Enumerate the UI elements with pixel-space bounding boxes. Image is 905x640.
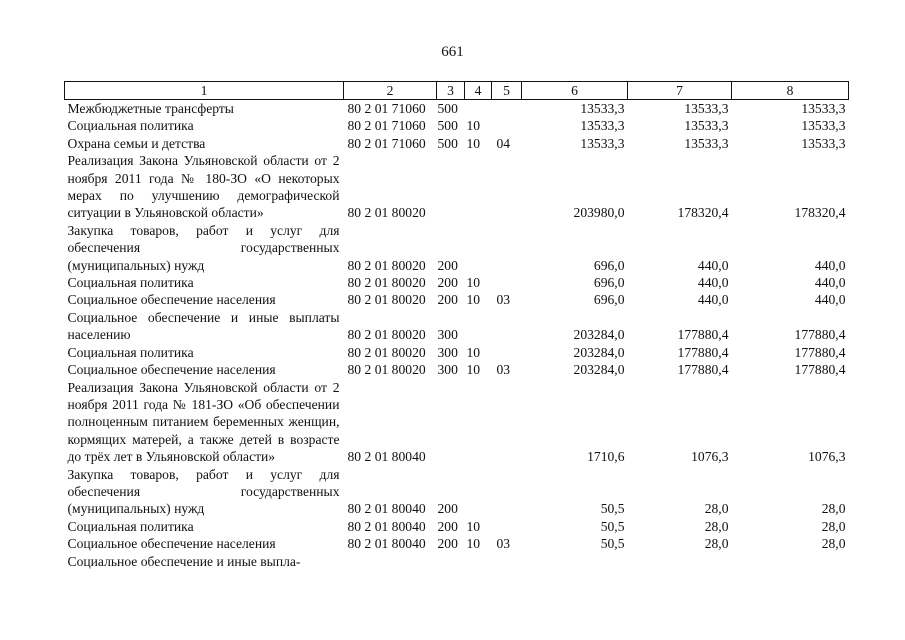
row-section: 10 — [466, 518, 481, 534]
row-value-col8: 28,0 — [821, 501, 846, 517]
row-value-col6: 13533,3 — [580, 135, 625, 151]
table-row — [65, 222, 849, 274]
row-value-col6: 203284,0 — [573, 327, 625, 343]
row-subsection: 03 — [496, 362, 511, 378]
header-col-7: 7 — [628, 82, 732, 100]
row-name: Социальная политика — [67, 118, 194, 134]
row-code: 80 2 01 71060 — [347, 118, 426, 134]
row-name: Закупка товаров, работ и услуг для обеспечения государственных (муниципальных) нужд — [67, 466, 340, 517]
row-expense-type: 200 — [437, 501, 458, 517]
header-col-5: 5 — [492, 82, 522, 100]
row-name: Социальное обеспечение и иные выпла- — [67, 553, 301, 569]
table-row — [65, 553, 849, 570]
row-subsection — [492, 117, 522, 134]
row-value-col8: 13533,3 — [801, 135, 846, 151]
row-expense-type: 200 — [437, 257, 458, 273]
header-col-8: 8 — [732, 82, 849, 100]
row-section: 10 — [466, 536, 481, 552]
header-col-3: 3 — [437, 82, 465, 100]
row-section — [465, 553, 492, 570]
row-name: Межбюджетные трансферты — [67, 101, 234, 116]
table-header — [65, 82, 849, 100]
row-name: Социальное обеспечение населения — [67, 292, 276, 308]
row-value-col6: 203284,0 — [573, 344, 625, 360]
row-subsection — [492, 466, 522, 518]
header-col-4: 4 — [465, 82, 492, 100]
row-name: Реализация Закона Ульяновской области от 2 ноября 2011 года № 181-ЗО «Об обеспечении полноценным питанием беременных женщин, кормящих матерей, а также детей в возрасте до трёх лет в Ульяновской области» — [67, 379, 340, 465]
row-value-col7: 440,0 — [697, 275, 729, 291]
row-expense-type: 200 — [437, 275, 458, 291]
row-value-col7: 13533,3 — [684, 101, 729, 116]
row-value-col7: 178320,4 — [677, 205, 729, 221]
row-value-col8 — [732, 553, 849, 570]
row-subsection — [492, 309, 522, 344]
row-value-col8: 177880,4 — [794, 362, 846, 378]
row-section: 10 — [466, 292, 481, 308]
row-subsection — [492, 222, 522, 274]
row-subsection — [492, 100, 522, 118]
row-value-col8: 13533,3 — [801, 118, 846, 134]
row-section — [465, 100, 492, 118]
row-expense-type: 200 — [437, 518, 458, 534]
table-row — [65, 100, 849, 118]
table-row — [65, 309, 849, 344]
row-value-col6: 50,5 — [600, 518, 625, 534]
row-subsection — [492, 344, 522, 361]
row-value-col6 — [522, 553, 628, 570]
row-code — [344, 553, 437, 570]
row-name: Закупка товаров, работ и услуг для обеспечения государственных (муниципальных) нужд — [67, 222, 340, 273]
row-value-col7: 440,0 — [697, 257, 729, 273]
row-value-col6: 13533,3 — [580, 101, 625, 116]
row-value-col8: 440,0 — [814, 292, 846, 308]
row-value-col7 — [628, 553, 732, 570]
row-value-col6: 696,0 — [593, 292, 625, 308]
row-code: 80 2 01 80040 — [347, 518, 426, 534]
row-code: 80 2 01 80020 — [347, 292, 426, 308]
row-name: Социальная политика — [67, 518, 194, 534]
row-expense-type: 200 — [437, 292, 458, 308]
row-section: 10 — [466, 362, 481, 378]
row-value-col8: 440,0 — [814, 257, 846, 273]
page-number: 661 — [441, 44, 464, 60]
budget-table — [64, 81, 849, 570]
row-section — [465, 222, 492, 274]
row-value-col6: 203284,0 — [573, 362, 625, 378]
row-name: Социальная политика — [67, 275, 194, 291]
header-row — [65, 82, 849, 100]
table-row — [65, 361, 849, 378]
row-subsection: 03 — [496, 536, 511, 552]
row-value-col7: 13533,3 — [684, 118, 729, 134]
row-name: Охрана семьи и детства — [67, 135, 206, 151]
row-section — [465, 379, 492, 466]
row-value-col7: 440,0 — [697, 292, 729, 308]
row-value-col7: 177880,4 — [677, 362, 729, 378]
table-row — [65, 135, 849, 152]
row-expense-type: 200 — [437, 536, 458, 552]
row-expense-type: 300 — [437, 362, 458, 378]
row-name: Социальная политика — [67, 344, 194, 360]
row-expense-type — [437, 553, 465, 570]
row-name: Социальное обеспечение и иные выплаты населению — [67, 309, 340, 343]
row-subsection — [492, 553, 522, 570]
header-col-1: 1 — [65, 82, 344, 100]
row-name: Социальное обеспечение населения — [67, 536, 276, 552]
row-value-col8: 1076,3 — [808, 449, 846, 465]
row-value-col7: 1076,3 — [691, 449, 729, 465]
row-value-col8: 28,0 — [821, 536, 846, 552]
row-value-col7: 28,0 — [704, 501, 729, 517]
row-value-col7: 13533,3 — [684, 135, 729, 151]
row-code: 80 2 01 80020 — [347, 275, 426, 291]
row-name: Реализация Закона Ульяновской области от 2 ноября 2011 года № 180-ЗО «О некоторых мерах по улучшению демографической ситуации в Ульяновской области» — [67, 153, 340, 221]
table-row — [65, 152, 849, 222]
row-subsection: 03 — [496, 292, 511, 308]
row-code: 80 2 01 80040 — [347, 449, 426, 465]
row-code: 80 2 01 80020 — [347, 362, 426, 378]
header-col-6: 6 — [522, 82, 628, 100]
row-value-col8: 13533,3 — [801, 101, 846, 116]
table-row — [65, 518, 849, 535]
table-row — [65, 344, 849, 361]
row-value-col8: 178320,4 — [794, 205, 846, 221]
table-body — [65, 100, 849, 570]
row-value-col8: 177880,4 — [794, 327, 846, 343]
row-code: 80 2 01 80020 — [347, 205, 426, 221]
row-section: 10 — [466, 135, 481, 151]
row-value-col7: 177880,4 — [677, 344, 729, 360]
row-section: 10 — [466, 118, 481, 134]
row-code: 80 2 01 80040 — [347, 501, 426, 517]
row-value-col7: 28,0 — [704, 518, 729, 534]
table-row — [65, 379, 849, 466]
row-code: 80 2 01 80040 — [347, 536, 426, 552]
row-subsection: 04 — [496, 135, 511, 151]
row-value-col6: 50,5 — [600, 501, 625, 517]
row-subsection — [492, 152, 522, 222]
row-value-col6: 13533,3 — [580, 118, 625, 134]
row-code: 80 2 01 80020 — [347, 344, 426, 360]
row-value-col6: 203980,0 — [573, 205, 625, 221]
row-subsection — [492, 379, 522, 466]
row-code: 80 2 01 80020 — [347, 327, 426, 343]
row-expense-type: 500 — [437, 118, 458, 134]
row-section: 10 — [466, 344, 481, 360]
row-expense-type: 500 — [437, 101, 458, 116]
row-value-col6: 1710,6 — [587, 449, 625, 465]
row-expense-type — [437, 379, 465, 466]
header-col-2: 2 — [344, 82, 437, 100]
row-section — [465, 152, 492, 222]
row-code: 80 2 01 71060 — [347, 101, 426, 116]
row-subsection — [492, 518, 522, 535]
row-expense-type: 500 — [437, 135, 458, 151]
row-expense-type: 300 — [437, 327, 458, 343]
table-row — [65, 274, 849, 291]
row-section — [465, 309, 492, 344]
row-value-col8: 177880,4 — [794, 344, 846, 360]
row-section: 10 — [466, 275, 481, 291]
table-row — [65, 466, 849, 518]
table-row — [65, 535, 849, 552]
row-value-col7: 177880,4 — [677, 327, 729, 343]
row-subsection — [492, 274, 522, 291]
row-expense-type — [437, 152, 465, 222]
row-value-col8: 440,0 — [814, 275, 846, 291]
table-row — [65, 117, 849, 134]
row-value-col7: 28,0 — [704, 536, 729, 552]
row-value-col6: 50,5 — [600, 536, 625, 552]
row-value-col6: 696,0 — [593, 275, 625, 291]
row-name: Социальное обеспечение населения — [67, 362, 276, 378]
row-code: 80 2 01 71060 — [347, 135, 426, 151]
row-section — [465, 466, 492, 518]
row-value-col8: 28,0 — [821, 518, 846, 534]
table-row — [65, 291, 849, 308]
row-code: 80 2 01 80020 — [347, 257, 426, 273]
row-expense-type: 300 — [437, 344, 458, 360]
row-value-col6: 696,0 — [593, 257, 625, 273]
